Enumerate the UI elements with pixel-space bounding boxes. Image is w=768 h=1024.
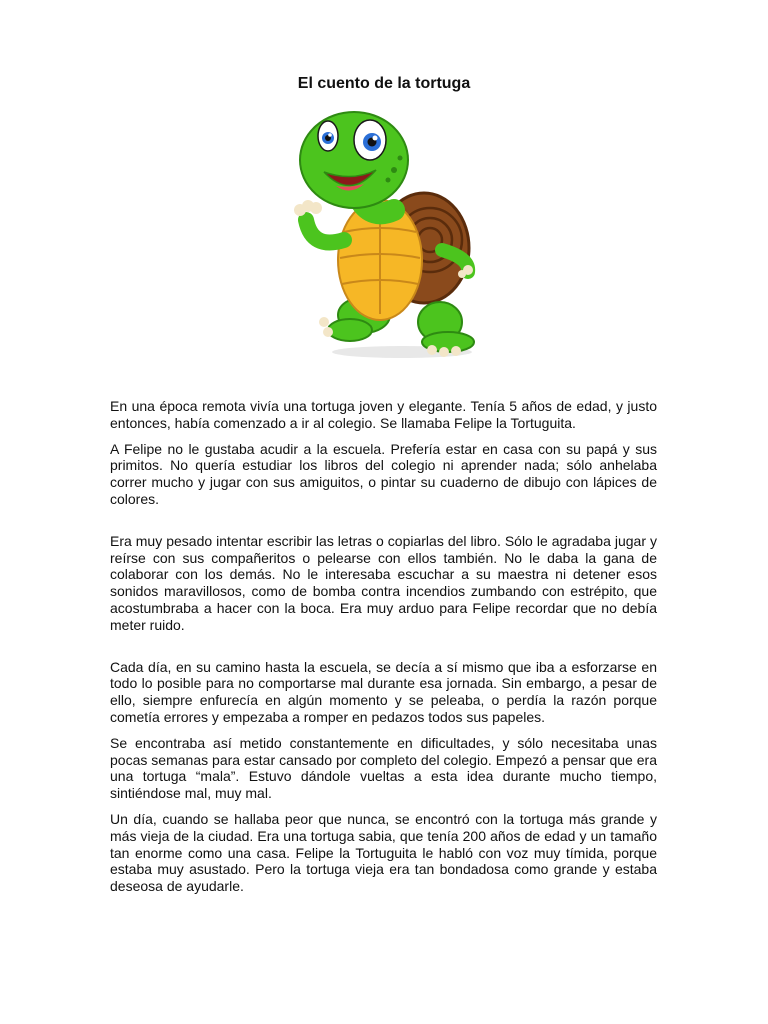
paragraph-6: Un día, cuando se hallaba peor que nunca, se encontró con la tortuga más grande y más vieja de la ciudad. Era una tortuga sabia, que tenía 200 años de edad y un tamaño tan enorme como una casa. Felipe la Tortuguita le habló con voz muy tímida, porque estaba muy asustado. Pero la tortuga vieja era tan bondadosa como grande y estaba deseosa de ayudarle. [110,810,657,895]
paragraph-1: En una época remota vivía una tortuga joven y elegante. Tenía 5 años de edad, y justo entonces, había comenzado a ir al colegio. Se llamaba Felipe la Tortuguita. [110,398,657,431]
paragraph-3: Era muy pesado intentar escribir las letras o copiarlas del libro. Sólo le agradaba jugar y reírse con sus compañeritos o pelearse con ellos también. No le daba la gana de colaborar con los demás. No le interesaba escuchar a su maestra ni detener esos sonidos maravillosos, como de bomba contra incendios zumbando con estrépito, que acostumbraba a hacer con la boca. Era muy arduo para Felipe recordar que no debía meter ruido. [110,532,657,633]
document-title: El cuento de la tortuga [297,75,471,92]
paragraph-2: A Felipe no le gustaba acudir a la escuela. Prefería estar en casa con su papá y sus primitos. No quería estudiar los libros del colegio ni aprender nada; sólo anhelaba correr mucho y jugar con sus amiguitos, o pintar su cuaderno de dibujo con lápices de colores. [110,440,657,507]
paragraph-5: Se encontraba así metido constantemente en dificultades, y sólo necesitaba unas pocas semanas para estar cansado por completo del colegio. Empezó a pensar que era una tortuga “mala”. Estuvo dándole vueltas a esta idea durante mucho tiempo, sintiéndose mal, muy mal. [110,734,657,802]
turtle-illustration [272,100,498,362]
paragraph-4: Cada día, en su camino hasta la escuela, se decía a sí mismo que iba a esforzarse en todo lo posible para no comportarse mal durante esa jornada. Sin embargo, a pesar de ello, siempre enfurecía en algún momento y se peleaba, o perdía la razón porque cometía errores y empezaba a romper en pedazos todos sus papeles. [110,658,657,725]
story-body [110,398,657,895]
